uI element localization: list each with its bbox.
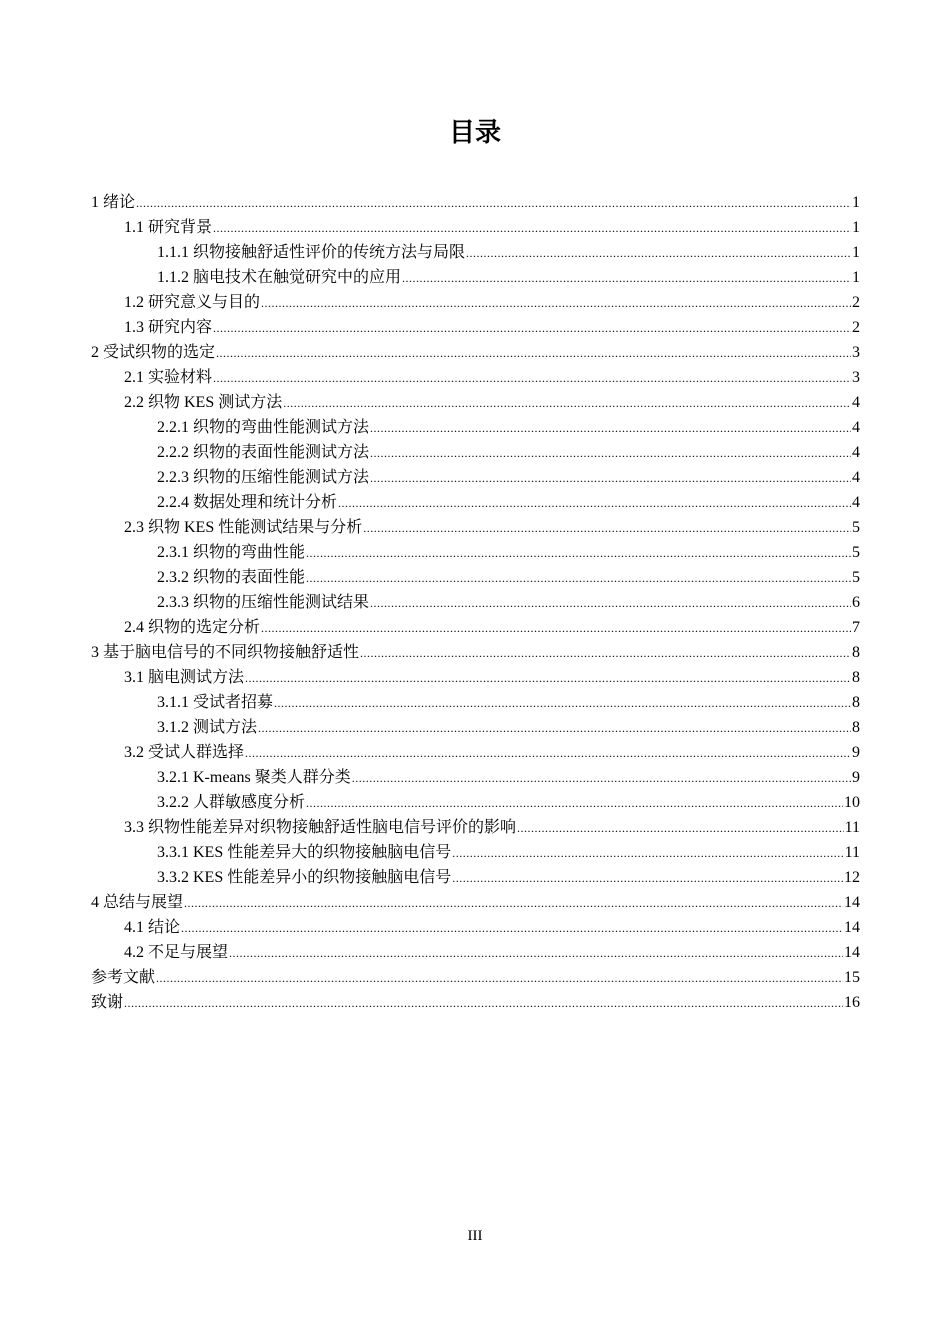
toc-entry[interactable] [91, 290, 860, 315]
toc-entry-page-number: 8 [852, 719, 860, 736]
toc-entry-page-number: 12 [844, 869, 860, 886]
dot-leader [245, 741, 851, 766]
toc-entry[interactable] [91, 515, 860, 540]
dot-leader [370, 416, 851, 441]
toc-entry-page-number: 4 [852, 419, 860, 436]
toc-entry-title: 2.1 实验材料 [124, 369, 213, 386]
toc-entry-title: 3.2 受试人群选择 [124, 744, 245, 761]
toc-entry-title: 1.2 研究意义与目的 [124, 294, 261, 311]
dot-leader [352, 766, 851, 791]
toc-entry-title: 2.2.2 织物的表面性能测试方法 [157, 444, 370, 461]
dot-leader [466, 241, 851, 266]
dot-leader [370, 441, 851, 466]
toc-entry-page-number: 1 [852, 244, 860, 261]
toc-entry[interactable] [91, 615, 860, 640]
toc-entry-title: 2.2.4 数据处理和统计分析 [157, 494, 338, 511]
toc-entry[interactable] [91, 765, 860, 790]
toc-entry[interactable] [91, 715, 860, 740]
toc-entry-title: 4 总结与展望 [91, 894, 184, 911]
toc-entry[interactable] [91, 215, 860, 240]
toc-entry-title: 4.2 不足与展望 [124, 944, 229, 961]
dot-leader [213, 366, 851, 391]
toc-entry[interactable] [91, 890, 860, 915]
toc-entry[interactable] [91, 465, 860, 490]
table-of-contents [91, 190, 860, 1015]
dot-leader [452, 866, 843, 891]
toc-entry-title: 2.3.3 织物的压缩性能测试结果 [157, 594, 370, 611]
toc-entry-page-number: 5 [852, 544, 860, 561]
toc-entry[interactable] [91, 240, 860, 265]
toc-entry-title: 1 绪论 [91, 194, 136, 211]
toc-entry[interactable] [91, 990, 860, 1015]
dot-leader [261, 616, 851, 641]
toc-entry[interactable] [91, 590, 860, 615]
toc-entry-page-number: 2 [852, 319, 860, 336]
dot-leader [136, 191, 851, 216]
toc-entry-title: 1.1.1 织物接触舒适性评价的传统方法与局限 [157, 244, 466, 261]
toc-entry[interactable] [91, 740, 860, 765]
toc-entry-page-number: 9 [852, 744, 860, 761]
toc-entry-page-number: 16 [844, 994, 860, 1011]
page-number-footer: III [467, 1228, 483, 1244]
dot-leader [306, 791, 843, 816]
toc-entry-title: 3.3.1 KES 性能差异大的织物接触脑电信号 [157, 844, 452, 861]
toc-entry-page-number: 14 [844, 944, 860, 961]
dot-leader [517, 816, 844, 841]
toc-entry-page-number: 1 [852, 269, 860, 286]
toc-entry-page-number: 14 [844, 919, 860, 936]
toc-entry-page-number: 8 [852, 694, 860, 711]
toc-entry[interactable] [91, 440, 860, 465]
dot-leader [283, 391, 851, 416]
toc-entry-page-number: 3 [852, 369, 860, 386]
toc-entry[interactable] [91, 315, 860, 340]
toc-entry[interactable] [91, 865, 860, 890]
toc-entry-page-number: 11 [844, 819, 860, 836]
toc-entry[interactable] [91, 665, 860, 690]
toc-entry-page-number: 1 [852, 219, 860, 236]
toc-entry-title: 参考文献 [91, 969, 156, 986]
toc-entry-page-number: 8 [852, 644, 860, 661]
dot-leader [181, 916, 843, 941]
toc-entry-title: 3.2.1 K-means 聚类人群分类 [157, 769, 351, 786]
toc-entry[interactable] [91, 965, 860, 990]
dot-leader [184, 891, 843, 916]
toc-entry[interactable] [91, 340, 860, 365]
page-title: 目录 [448, 118, 501, 149]
toc-entry-title: 致谢 [91, 994, 124, 1011]
dot-leader [156, 966, 843, 991]
toc-entry-title: 2.2.1 织物的弯曲性能测试方法 [157, 419, 370, 436]
toc-entry-title: 3.1 脑电测试方法 [124, 669, 245, 686]
toc-entry[interactable] [91, 790, 860, 815]
toc-entry[interactable] [91, 690, 860, 715]
toc-entry[interactable] [91, 390, 860, 415]
toc-entry-page-number: 5 [852, 569, 860, 586]
toc-entry-title: 3.3 织物性能差异对织物接触舒适性脑电信号评价的影响 [124, 819, 517, 836]
dot-leader [452, 841, 843, 866]
toc-entry-page-number: 8 [852, 669, 860, 686]
dot-leader [213, 216, 851, 241]
toc-entry-title: 2.2.3 织物的压缩性能测试方法 [157, 469, 370, 486]
dot-leader [370, 466, 851, 491]
toc-entry-title: 2.4 织物的选定分析 [124, 619, 261, 636]
toc-entry-title: 1.3 研究内容 [124, 319, 213, 336]
toc-entry-page-number: 10 [844, 794, 860, 811]
dot-leader [360, 641, 851, 666]
toc-entry[interactable] [91, 565, 860, 590]
toc-entry-page-number: 15 [844, 969, 860, 986]
dot-leader [261, 291, 851, 316]
dot-leader [306, 541, 851, 566]
toc-entry-page-number: 14 [844, 894, 860, 911]
toc-entry-title: 3.2.2 人群敏感度分析 [157, 794, 306, 811]
dot-leader [370, 591, 851, 616]
toc-entry-title: 3.1.1 受试者招募 [157, 694, 274, 711]
toc-entry-title: 3 基于脑电信号的不同织物接触舒适性 [91, 644, 360, 661]
toc-entry[interactable] [91, 365, 860, 390]
dot-leader [229, 941, 843, 966]
toc-entry-title: 1.1 研究背景 [124, 219, 213, 236]
dot-leader [258, 716, 851, 741]
toc-entry-title: 2 受试织物的选定 [91, 344, 216, 361]
toc-entry-page-number: 7 [852, 619, 860, 636]
toc-entry[interactable] [91, 265, 860, 290]
toc-entry[interactable] [91, 415, 860, 440]
toc-entry[interactable] [91, 540, 860, 565]
toc-entry[interactable] [91, 190, 860, 215]
dot-leader [363, 516, 851, 541]
dot-leader [306, 566, 851, 591]
toc-entry-title: 2.3.2 织物的表面性能 [157, 569, 306, 586]
toc-entry-title: 3.1.2 测试方法 [157, 719, 258, 736]
dot-leader [124, 991, 843, 1016]
toc-entry[interactable] [91, 915, 860, 940]
dot-leader [338, 491, 851, 516]
toc-entry-title: 1.1.2 脑电技术在触觉研究中的应用 [157, 269, 402, 286]
toc-entry-page-number: 9 [852, 769, 860, 786]
toc-entry-page-number: 5 [852, 519, 860, 536]
toc-entry[interactable] [91, 815, 860, 840]
toc-entry-page-number: 4 [852, 494, 860, 511]
toc-entry-page-number: 4 [852, 444, 860, 461]
toc-entry-title: 2.3 织物 KES 性能测试结果与分析 [124, 519, 363, 536]
dot-leader [216, 341, 851, 366]
dot-leader [245, 666, 851, 691]
toc-entry-page-number: 6 [852, 594, 860, 611]
toc-entry[interactable] [91, 640, 860, 665]
toc-entry-title: 2.3.1 织物的弯曲性能 [157, 544, 306, 561]
toc-entry-title: 3.3.2 KES 性能差异小的织物接触脑电信号 [157, 869, 452, 886]
dot-leader [213, 316, 851, 341]
toc-entry-page-number: 1 [852, 194, 860, 211]
toc-entry-page-number: 4 [852, 394, 860, 411]
toc-entry[interactable] [91, 490, 860, 515]
toc-entry-page-number: 3 [852, 344, 860, 361]
toc-entry[interactable] [91, 840, 860, 865]
toc-entry-title: 2.2 织物 KES 测试方法 [124, 394, 283, 411]
toc-entry-page-number: 4 [852, 469, 860, 486]
toc-entry-page-number: 11 [844, 844, 860, 861]
toc-entry-title: 4.1 结论 [124, 919, 181, 936]
dot-leader [274, 691, 851, 716]
toc-entry[interactable] [91, 940, 860, 965]
dot-leader [402, 266, 851, 291]
toc-entry-page-number: 2 [852, 294, 860, 311]
